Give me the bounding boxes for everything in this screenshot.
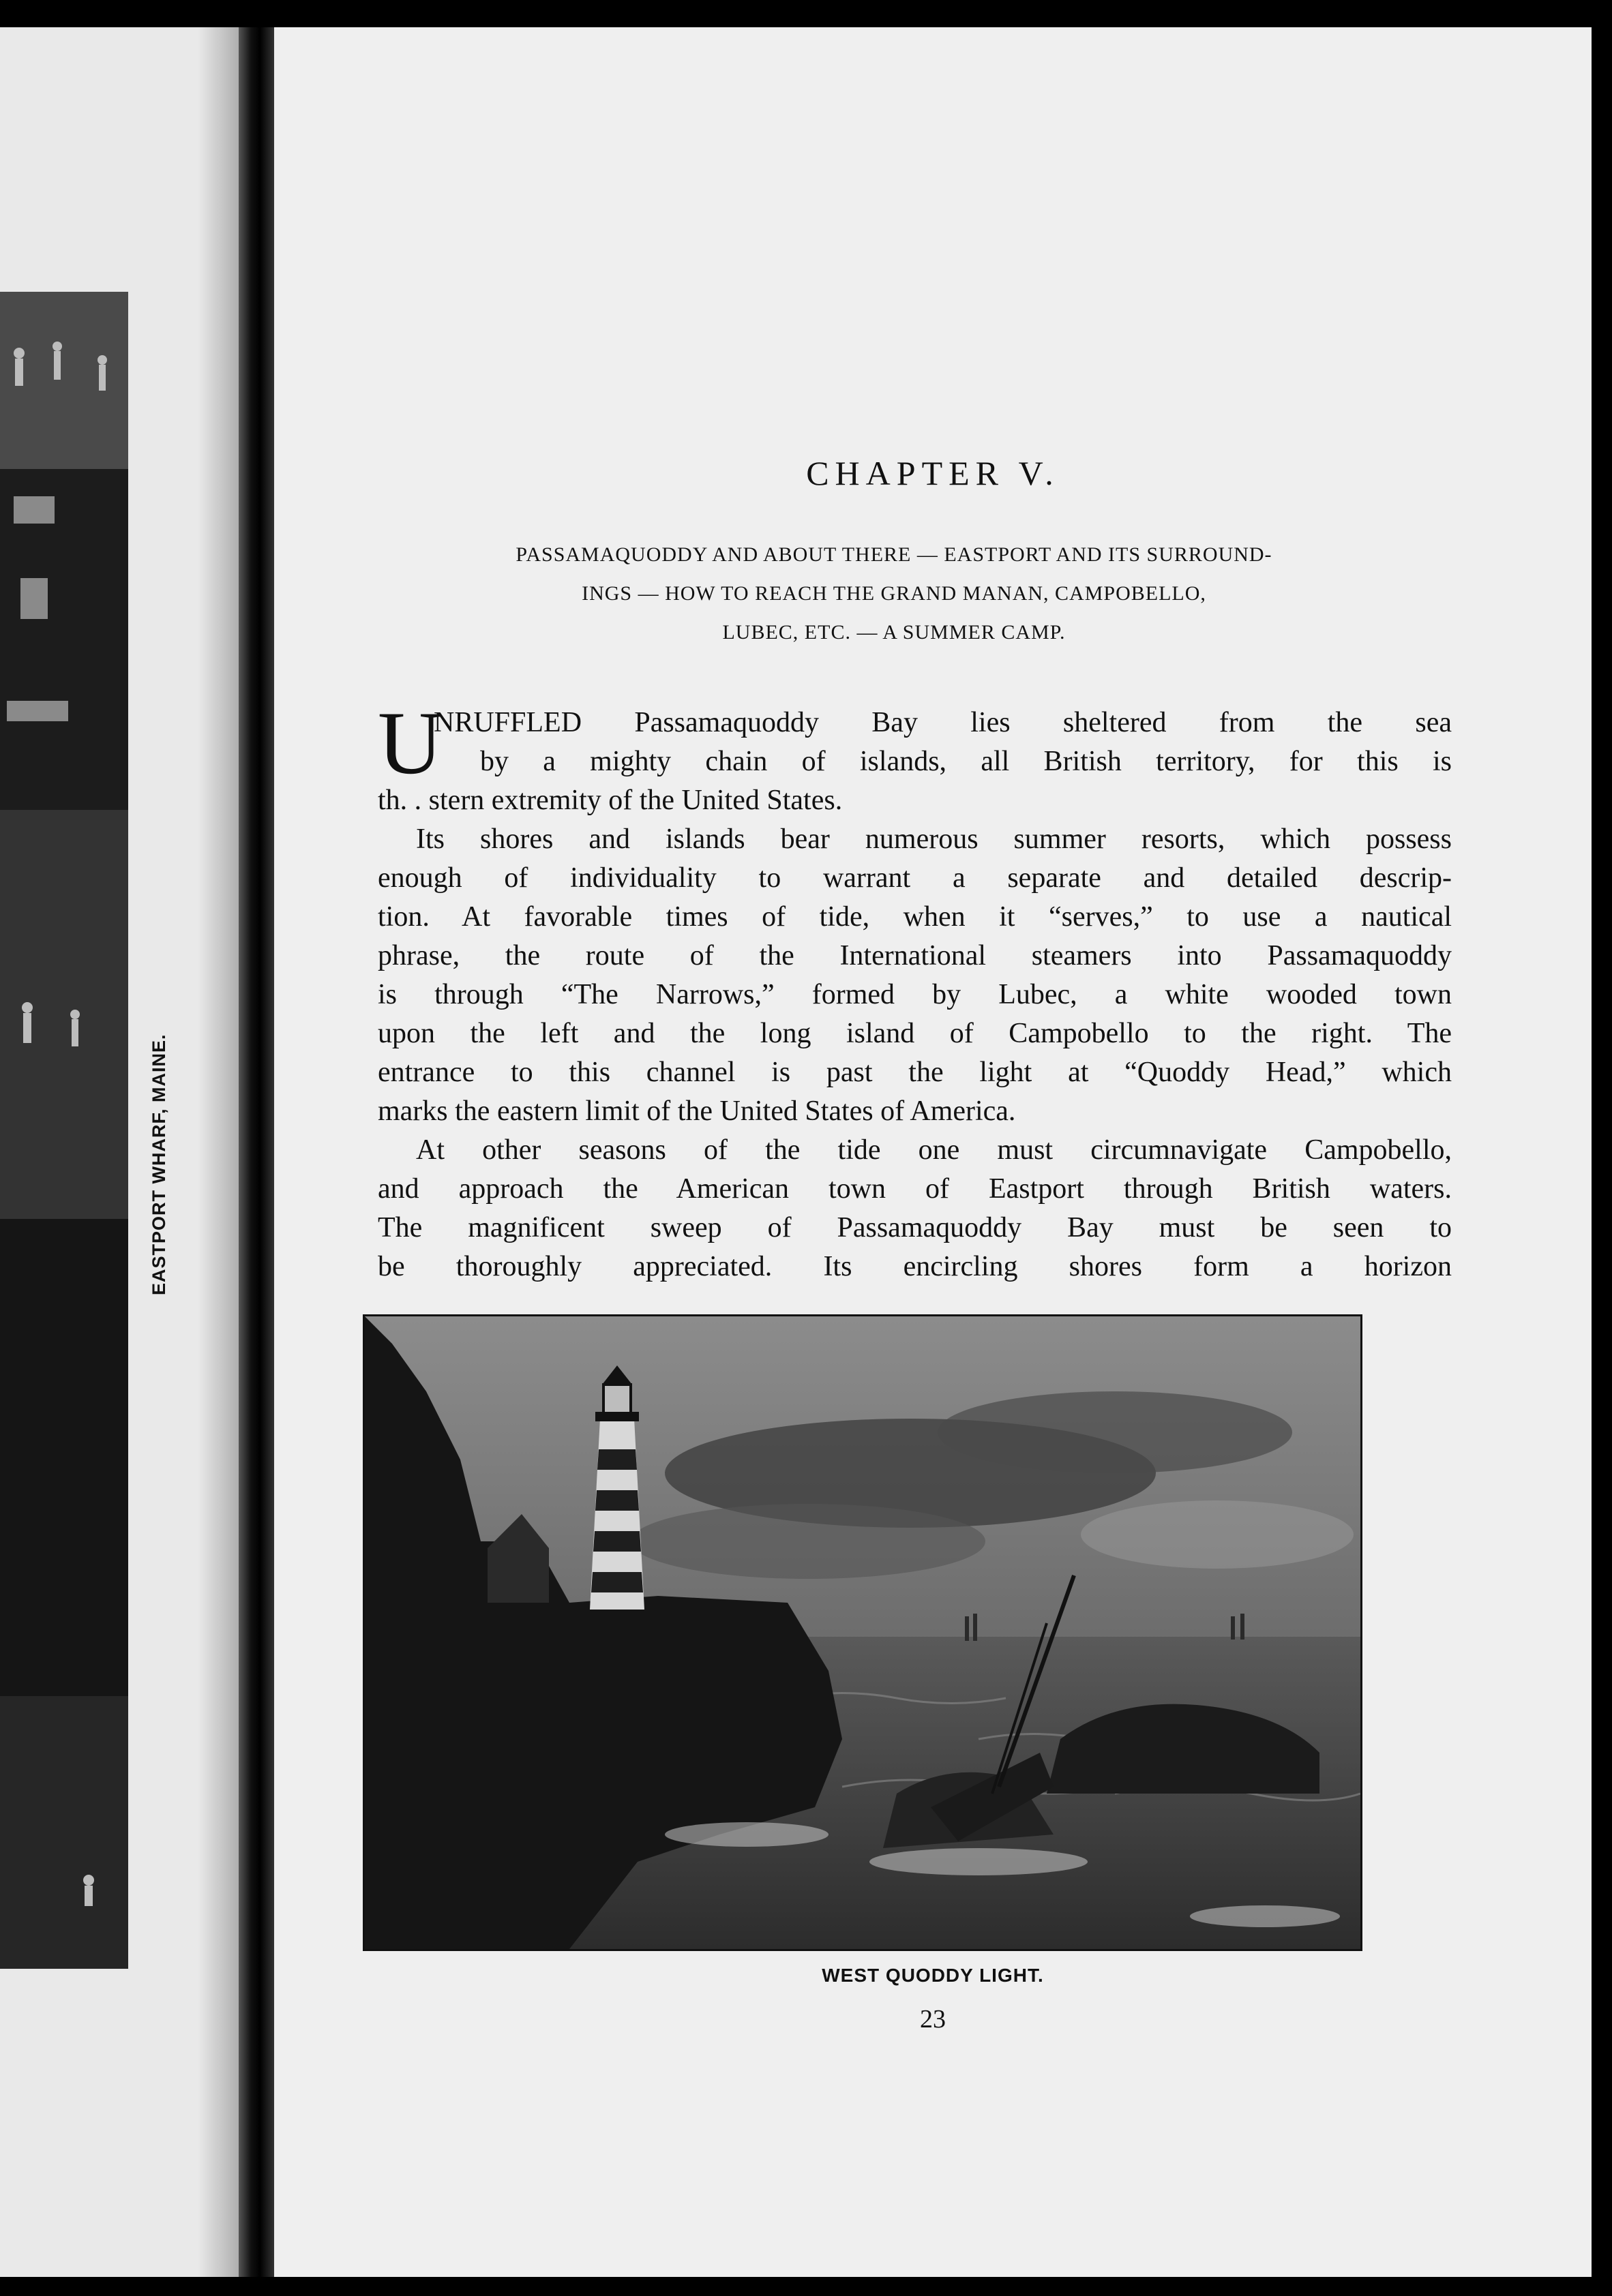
text-line: entrance to this channel is past the light at “Quoddy Head,” which	[378, 1057, 1452, 1088]
text-line: enough of individuality to warrant a separate and detailed descrip-	[378, 862, 1452, 894]
paragraph	[378, 1131, 1452, 1286]
text-line: is through “The Narrows,” formed by Lubec, a white wooded town	[378, 979, 1452, 1010]
text-line: NRUFFLED Passamaquoddy Bay lies sheltered from the sea	[434, 707, 1452, 738]
chapter-body	[378, 693, 1452, 1286]
scan-border-right	[1592, 0, 1612, 2296]
text-line: by a mighty chain of islands, all British territory, for this is	[480, 746, 1452, 777]
summary-line: LUBEC, ETC. — A SUMMER CAMP.	[722, 621, 1066, 644]
text-line: th. . stern extremity of the United States.	[378, 785, 843, 816]
first-paragraph	[378, 693, 1452, 820]
text-line: phrase, the route of the International steamers into Passamaquoddy	[378, 940, 1452, 971]
text-line: tion. At favorable times of tide, when it “serves,” to use a nautical	[378, 901, 1452, 933]
eastport-wharf-photo	[0, 292, 128, 1969]
lighthouse-image	[365, 1316, 1360, 1949]
scan-border-bottom	[0, 2277, 1612, 2296]
west-quoddy-light-illustration	[363, 1314, 1362, 1951]
text-line: be thoroughly appreciated. Its encircling shores form a horizon	[378, 1251, 1452, 1282]
text-line: and approach the American town of Eastport through British waters.	[378, 1173, 1452, 1205]
page-number: 23	[920, 2005, 946, 2034]
paragraph	[378, 820, 1452, 1131]
scan-border-top	[0, 0, 1612, 27]
left-photo-caption: EASTPORT WHARF, MAINE.	[149, 1033, 169, 1295]
chapter-summary	[375, 535, 1413, 652]
text-line: marks the eastern limit of the United States of America.	[378, 1096, 1016, 1127]
text-line: upon the left and the long island of Campobello to the right. The	[378, 1018, 1452, 1049]
main-page	[274, 27, 1592, 2277]
chapter-title: CHAPTER V.	[806, 454, 1060, 492]
figure-caption: WEST QUODDY LIGHT.	[822, 1965, 1044, 1986]
left-facing-page	[0, 27, 239, 2277]
eastport-wharf-image	[0, 292, 128, 1969]
book-gutter	[239, 27, 274, 2277]
summary-line: PASSAMAQUODDY AND ABOUT THERE — EASTPORT AND ITS SURROUND-	[516, 543, 1272, 566]
text-line: At other seasons of the tide one must circumnavigate Campobello,	[416, 1134, 1452, 1166]
drop-cap: U	[378, 693, 443, 793]
text-line: The magnificent sweep of Passamaquoddy Bay must be seen to	[378, 1212, 1452, 1243]
text-line: Its shores and islands bear numerous summer resorts, which possess	[416, 824, 1452, 855]
summary-line: INGS — HOW TO REACH THE GRAND MANAN, CAMPOBELLO,	[582, 582, 1206, 605]
